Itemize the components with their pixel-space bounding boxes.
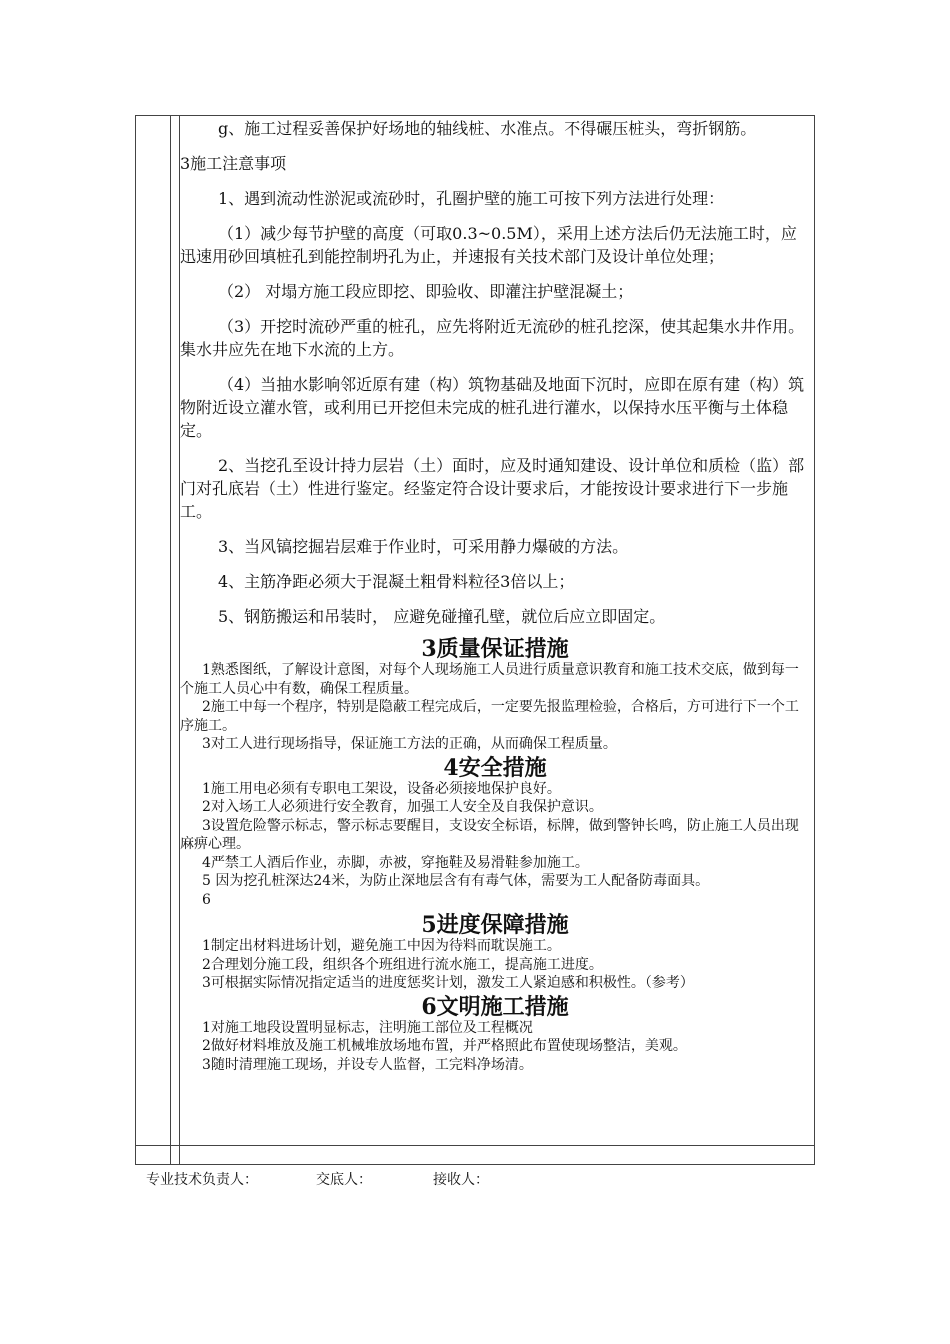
civilized-item-2: 2做好材料堆放及施工机械堆放场地布置，并严格照此布置使现场整洁，美观。 bbox=[202, 1038, 687, 1054]
civilized-item-1: 1对施工地段设置明显标志，注明施工部位及工程概况 bbox=[202, 1019, 533, 1036]
precaution-item-1: 1、遇到流动性淤泥或流砂时，孔圈护壁的施工可按下列方法进行处理： bbox=[218, 189, 725, 208]
safety-item-3: 3设置危险警示标志，警示标志要醒目，支设安全标语，标牌，做到警钟长鸣，防止施工人员出现麻痹心理。 bbox=[180, 817, 799, 852]
safety-item-5: 5 因为挖孔桩深达24米，为防止深地层含有有毒气体，需要为工人配备防毒面具。 bbox=[202, 873, 710, 889]
precaution-item-3: 3、当风镐挖掘岩层难于作业时，可采用静力爆破的方法。 bbox=[218, 537, 629, 556]
bottom-row-divider bbox=[136, 1145, 814, 1146]
footer-handover-label: 交底人： bbox=[316, 1172, 372, 1188]
schedule-item-2: 2合理划分施工段，组织各个班组进行流水施工，提高施工进度。 bbox=[202, 956, 603, 973]
table-content bbox=[180, 117, 810, 1074]
safety-item-4: 4严禁工人酒后作业，赤脚，赤被，穿拖鞋及易滑鞋参加施工。 bbox=[202, 854, 589, 871]
safety-item-1: 1施工用电必须有专职电工架设，设备必须接地保护良好。 bbox=[202, 780, 561, 797]
footer-tech-lead-label: 专业技术负责人： bbox=[146, 1172, 258, 1188]
quality-title: 3质量保证措施 bbox=[421, 636, 569, 662]
civilized-title: 6文明施工措施 bbox=[421, 993, 569, 1020]
safety-item-2: 2对入场工人必须进行安全教育，加强工人安全及自我保护意识。 bbox=[202, 799, 603, 815]
column-divider-1 bbox=[170, 116, 171, 1164]
quality-item-2: 2施工中每一个程序，特别是隐蔽工程完成后，一定要先报监理检验，合格后，方可进行下一个工序施工。 bbox=[180, 699, 799, 734]
quality-item-3: 3对工人进行现场指导，保证施工方法的正确，从而确保工程质量。 bbox=[202, 736, 617, 752]
safety-item-6: 6 bbox=[202, 891, 211, 908]
quality-item-1: 1熟悉图纸，了解设计意图，对每个人现场施工人员进行质量意识教育和施工技术交底，做到每一个施工人员心中有数，确保工程质量。 bbox=[180, 662, 799, 697]
schedule-item-3: 3可根据实际情况指定适当的进度惩奖计划，激发工人紧迫感和积极性。（参考） bbox=[202, 975, 694, 991]
precaution-sub-3: （3）开挖时流砂严重的桩孔，应先将附近无流砂的桩孔挖深，使其起集水井作用。集水井应先在地下水流的上方。 bbox=[180, 317, 805, 359]
footer-receiver-label: 接收人： bbox=[433, 1172, 489, 1188]
precaution-item-4: 4、主筋净距必须大于混凝土粗骨料粒径3倍以上； bbox=[218, 572, 575, 591]
precaution-sub-2: （2） 对塌方施工段应即挖、即验收、即灌注护壁混凝土； bbox=[218, 282, 634, 301]
precaution-sub-4: （4）当抽水影响邻近原有建（构）筑物基础及地面下沉时，应即在原有建（构）筑物附近设立灌水管，或利用已开挖但未完成的桩孔进行灌水，以保持水压平衡与土体稳定。 bbox=[180, 375, 805, 440]
precaution-sub-1: （1）减少每节护壁的高度（可取0.3~0.5M），采用上述方法后仍无法施工时，应迅速用砂回填桩孔到能控制坍孔为止，并速报有关技术部门及设计单位处理； bbox=[180, 224, 797, 266]
precaution-item-2: 2、当挖孔至设计持力层岩（土）面时，应及时通知建设、设计单位和质检（监）部门对孔底岩（土）性进行鉴定。经鉴定符合设计要求后，才能按设计要求进行下一步施工。 bbox=[180, 456, 805, 521]
step-g: g、施工过程妥善保护好场地的轴线桩、水准点。不得碾压桩头，弯折钢筋。 bbox=[218, 119, 757, 138]
precaution-item-5: 5、钢筋搬运和吊装时， 应避免碰撞孔壁，就位后应立即固定。 bbox=[218, 607, 666, 626]
schedule-item-1: 1制定出材料进场计划，避免施工中因为待料而耽误施工。 bbox=[202, 938, 561, 954]
civilized-item-3: 3随时清理施工现场，并设专人监督，工完料净场清。 bbox=[202, 1056, 533, 1073]
section-heading-precautions: 3施工注意事项 bbox=[180, 154, 287, 173]
safety-title: 4安全措施 bbox=[443, 754, 547, 781]
schedule-title: 5进度保障措施 bbox=[421, 912, 569, 938]
